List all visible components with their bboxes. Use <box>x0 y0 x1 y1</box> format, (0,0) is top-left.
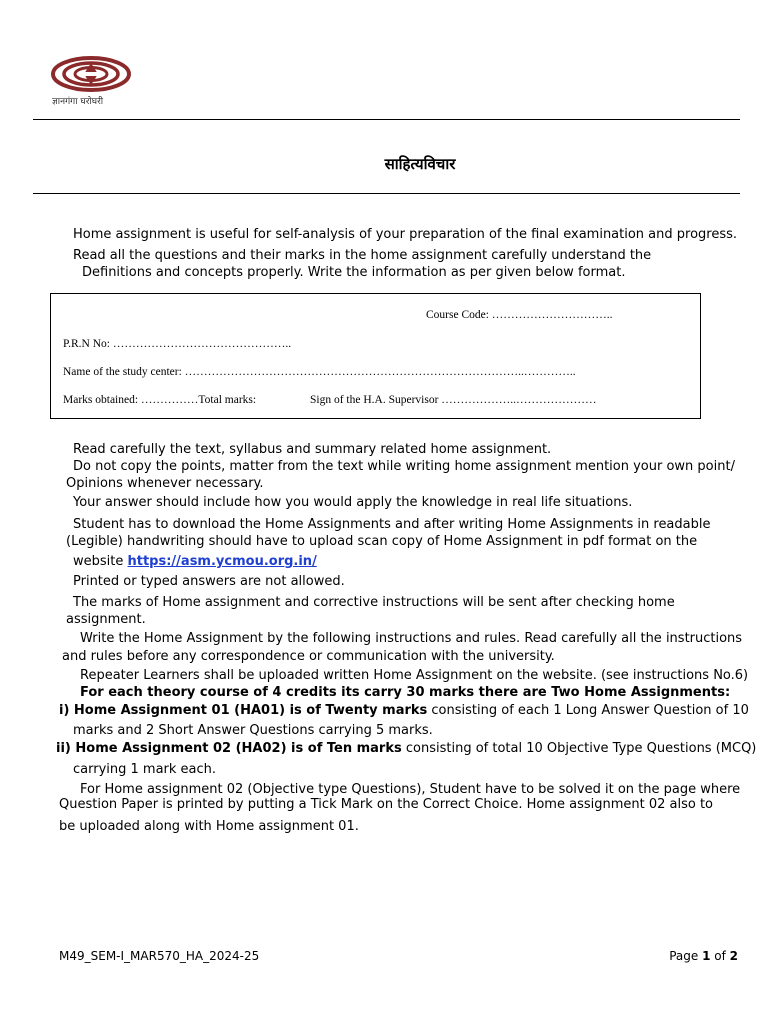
university-logo <box>50 54 132 106</box>
website-link[interactable]: https://asm.ycmou.org.in/ <box>127 554 317 569</box>
instruction-line: and rules before any correspondence or communication with the university. <box>62 649 555 664</box>
instruction-line: carrying 1 mark each. <box>73 762 217 777</box>
instruction-line: assignment. <box>66 612 146 627</box>
instruction-line: Your answer should include how you would apply the knowledge in real life situations. <box>73 495 633 510</box>
instruction-line: For each theory course of 4 credits its carry 30 marks there are Two Home Assignments: <box>80 685 731 700</box>
page-label: Page <box>669 949 703 963</box>
instruction-line: Read carefully the text, syllabus and summary related home assignment. <box>73 442 552 457</box>
page-of: of <box>710 949 730 963</box>
intro-line-3: Definitions and concepts properly. Write the information as per given below format. <box>82 265 626 280</box>
instruction-line <box>73 553 317 570</box>
instruction-line: Question Paper is printed by putting a Tick Mark on the Correct Choice. Home assignment 02 also to <box>59 797 714 812</box>
instruction-line: Write the Home Assignment by the following instructions and rules. Read carefully all the instructions <box>80 631 743 646</box>
prn-field: P.R.N No: ……………………………………….. <box>63 338 292 350</box>
intro-line-1: Home assignment is useful for self-analysis of your preparation of the final examination and progress. <box>73 227 738 242</box>
logo-caption: ज्ञानगंगा घरोघरी <box>52 97 104 107</box>
instruction-line: (Legible) handwriting should have to upload scan copy of Home Assignment in pdf format on the <box>66 534 698 549</box>
marks-obtained-field: Marks obtained: ……………Total marks: <box>63 394 257 406</box>
top-divider <box>33 119 740 120</box>
page-number <box>669 948 738 965</box>
instruction-line <box>59 702 749 719</box>
title-divider <box>33 193 740 194</box>
intro-line-2: Read all the questions and their marks in the home assignment carefully understand the <box>73 248 652 263</box>
logo-emblem-icon <box>50 54 132 94</box>
instruction-line: Printed or typed answers are not allowed. <box>73 574 345 589</box>
page-title: साहित्यविचार <box>384 155 456 173</box>
ha02-heading: ii) Home Assignment 02 (HA02) is of Ten marks <box>56 741 402 756</box>
course-code-field: Course Code: ………………………….. <box>426 309 613 321</box>
study-center-field: Name of the study center: ……………………………………………………………………………..………….. <box>63 366 576 378</box>
ha02-detail: consisting of total 10 Objective Type Questions (MCQ) <box>401 741 757 756</box>
student-info-form <box>50 293 701 419</box>
supervisor-sign-field: Sign of the H.A. Supervisor ………………..………………… <box>310 394 597 406</box>
instruction-line: The marks of Home assignment and corrective instructions will be sent after checking home <box>73 595 675 610</box>
instruction-line: For Home assignment 02 (Objective type Questions), Student have to be solved it on the page where <box>80 782 741 797</box>
instruction-line: marks and 2 Short Answer Questions carrying 5 marks. <box>73 723 433 738</box>
ha01-detail: consisting of each 1 Long Answer Question of 10 <box>427 703 749 718</box>
website-prefix: website <box>73 554 128 569</box>
instruction-line: Student has to download the Home Assignments and after writing Home Assignments in readable <box>73 517 711 532</box>
instruction-line <box>56 740 756 757</box>
instruction-line: Repeater Learners shall be uploaded written Home Assignment on the website. (see instructions No.6) <box>80 668 749 683</box>
ha01-heading: i) Home Assignment 01 (HA01) is of Twenty marks <box>59 703 428 718</box>
document-code: M49_SEM-I_MAR570_HA_2024-25 <box>59 949 260 963</box>
instruction-line: Do not copy the points, matter from the text while writing home assignment mention your own point/ <box>73 459 735 474</box>
instruction-line: be uploaded along with Home assignment 01. <box>59 819 359 834</box>
page-current: 1 <box>702 949 711 963</box>
page-total: 2 <box>729 949 738 963</box>
instruction-line: Opinions whenever necessary. <box>66 476 264 491</box>
